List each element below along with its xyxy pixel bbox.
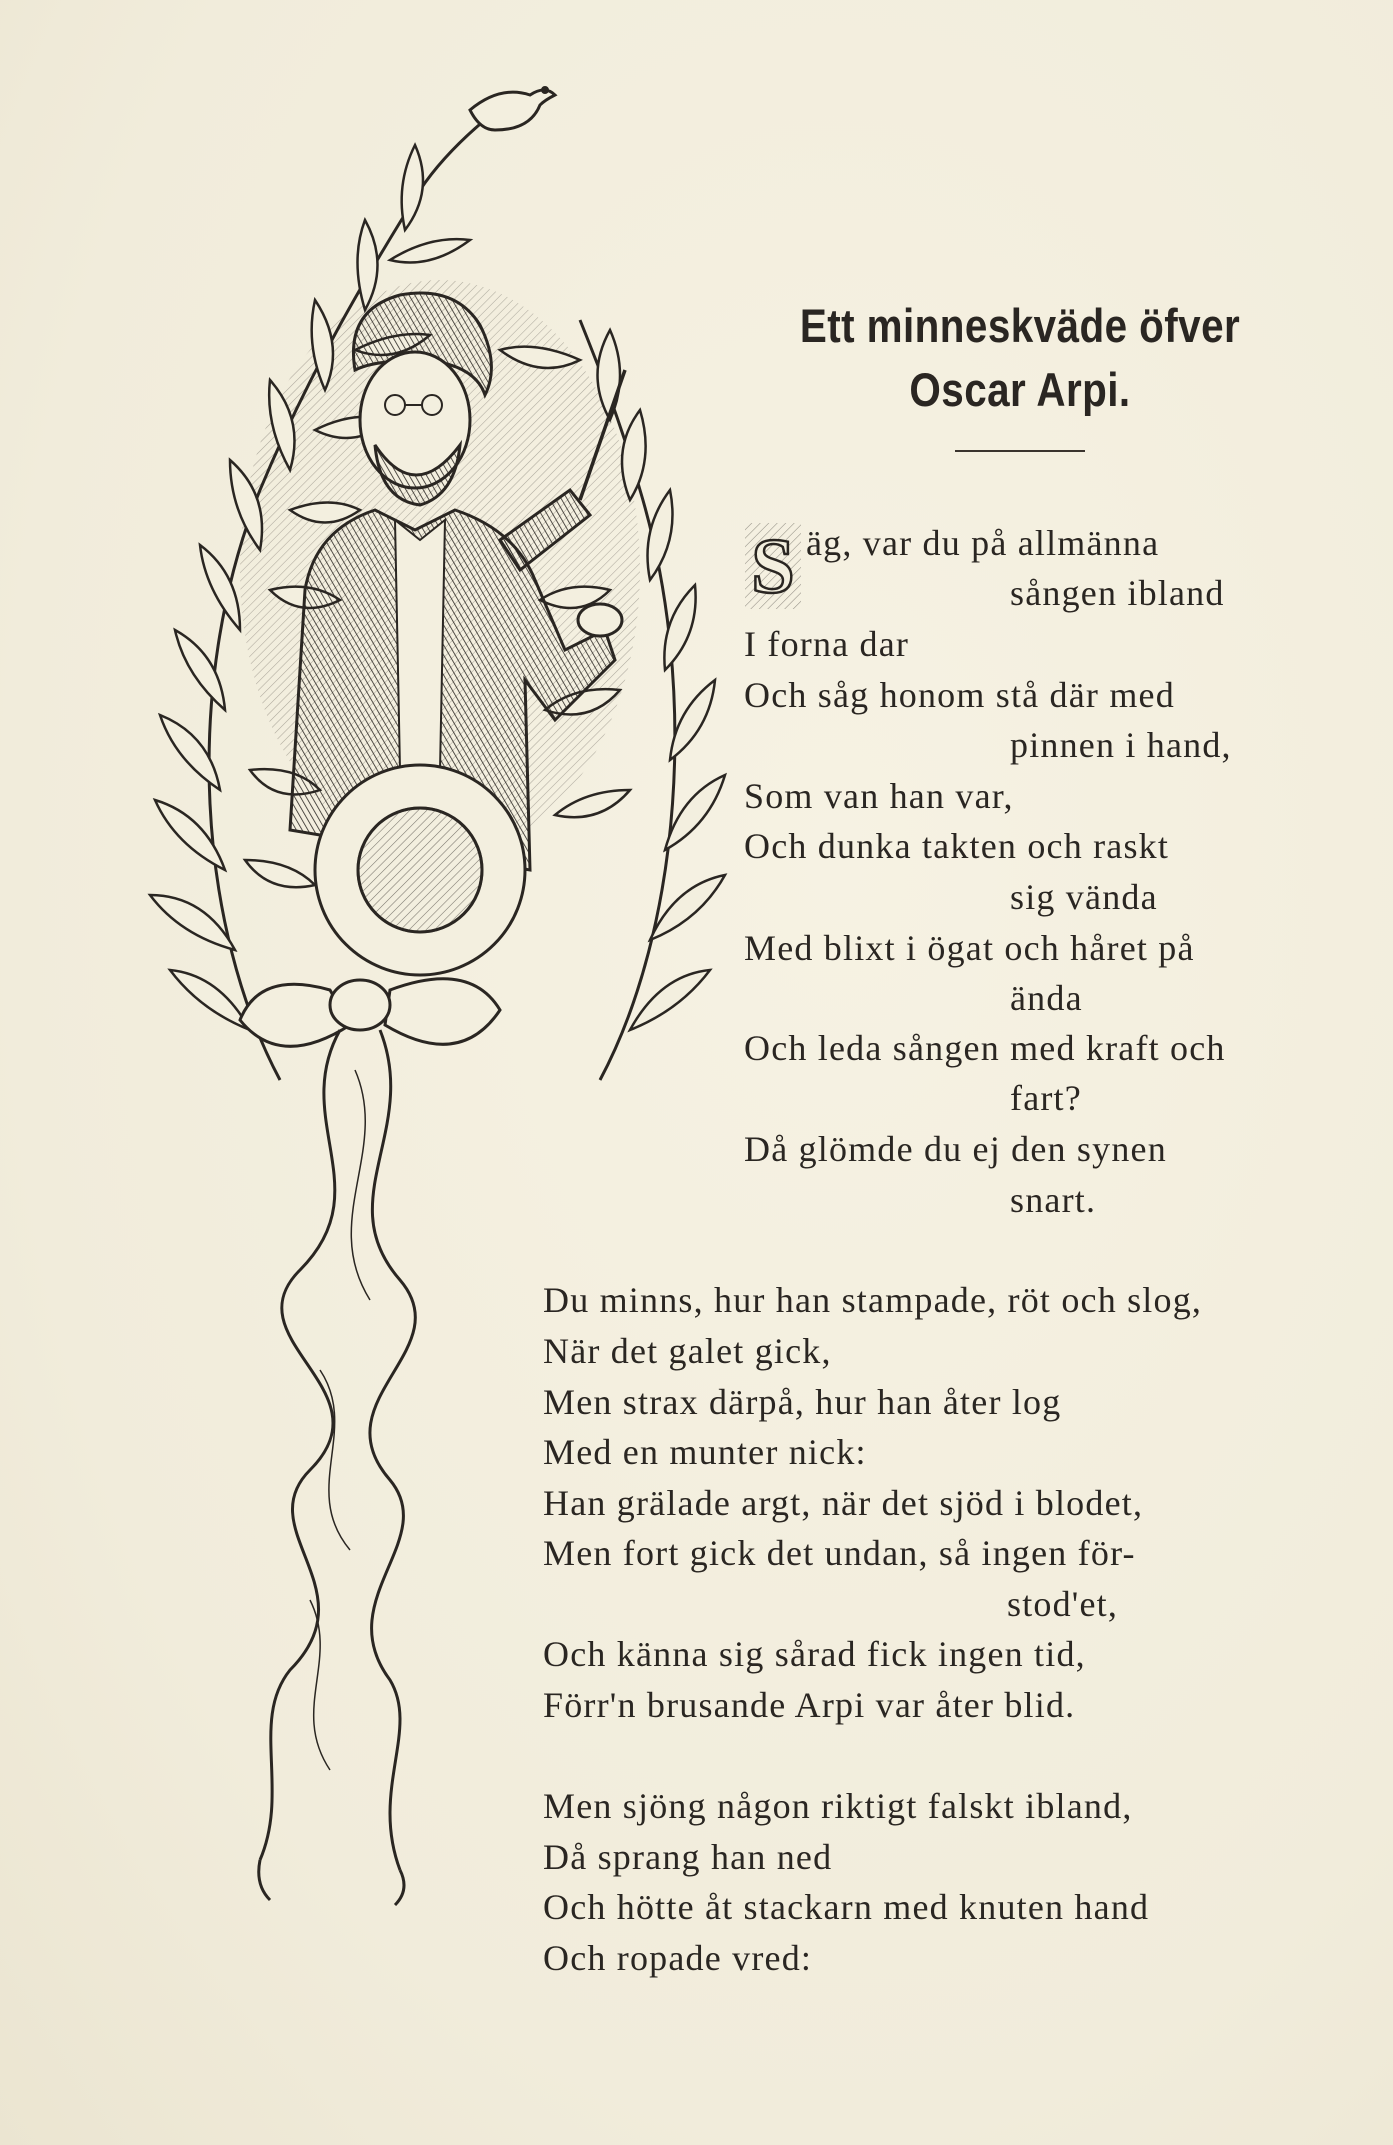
stanza1-line-4: Och såg honom stå där med [744, 675, 1175, 715]
bird [470, 88, 555, 131]
drop-cap-letter: S [751, 522, 795, 609]
stanza2-line-4: Med en munter nick: [543, 1432, 867, 1472]
stanza3-line-3: Och hötte åt stackarn med knuten hand [543, 1887, 1150, 1927]
stanza1-line-9: Med blixt i ögat och håret på [744, 928, 1195, 968]
stanza2-line-6: Men fort gick det undan, så ingen för- [543, 1533, 1136, 1573]
poem-title-line-2: Oscar Arpi. [909, 363, 1131, 416]
stanza1-line-3: I forna dar [744, 624, 910, 664]
stanza1-line-11: Och leda sången med kraft och [744, 1028, 1226, 1068]
stanza2-line-5: Han grälade argt, när det sjöd i blodet, [543, 1483, 1144, 1523]
stanza2-line-3: Men strax därpå, hur han åter log [543, 1382, 1062, 1422]
stanza3-line-2: Då sprang han ned [543, 1837, 833, 1877]
wreath [315, 765, 525, 975]
stanza1-line-6: Som van han var, [744, 776, 1014, 816]
stanza1-line-7: Och dunka takten och raskt [744, 826, 1170, 866]
stanza1-line-1: äg, var du på allmänna [806, 523, 1160, 563]
drop-cap-ornament [744, 522, 802, 610]
stanza2-line-8: Och känna sig sårad fick ingen tid, [543, 1634, 1086, 1674]
stanza2-line-9: Förr'n brusande Arpi var åter blid. [543, 1685, 1076, 1725]
stanza3-line-1: Men sjöng någon riktigt falskt ibland, [543, 1786, 1133, 1826]
stanza1-line-5: pinnen i hand, [1010, 725, 1232, 765]
stanza1-line-10: ända [1010, 978, 1083, 1018]
stanza2-line-2: När det galet gick, [543, 1331, 832, 1371]
stanza1-line-14: snart. [1010, 1180, 1097, 1220]
ribbon [259, 1030, 416, 1905]
poem-title-line-1: Ett minneskväde öfver [799, 299, 1241, 352]
stanza1-line-12: fart? [1010, 1078, 1082, 1118]
stanza1-line-2: sången ibland [1010, 573, 1225, 613]
stanza1-line-8: sig vända [1010, 877, 1158, 917]
stanza3-line-4: Och ropade vred: [543, 1938, 813, 1978]
stanza2-line-7: stod'et, [1007, 1584, 1119, 1624]
title-divider [955, 450, 1085, 452]
stanza1-line-13: Då glömde du ej den synen [744, 1129, 1167, 1169]
stanza2-line-1: Du minns, hur han stampade, röt och slog, [543, 1280, 1203, 1320]
bow [240, 979, 500, 1047]
